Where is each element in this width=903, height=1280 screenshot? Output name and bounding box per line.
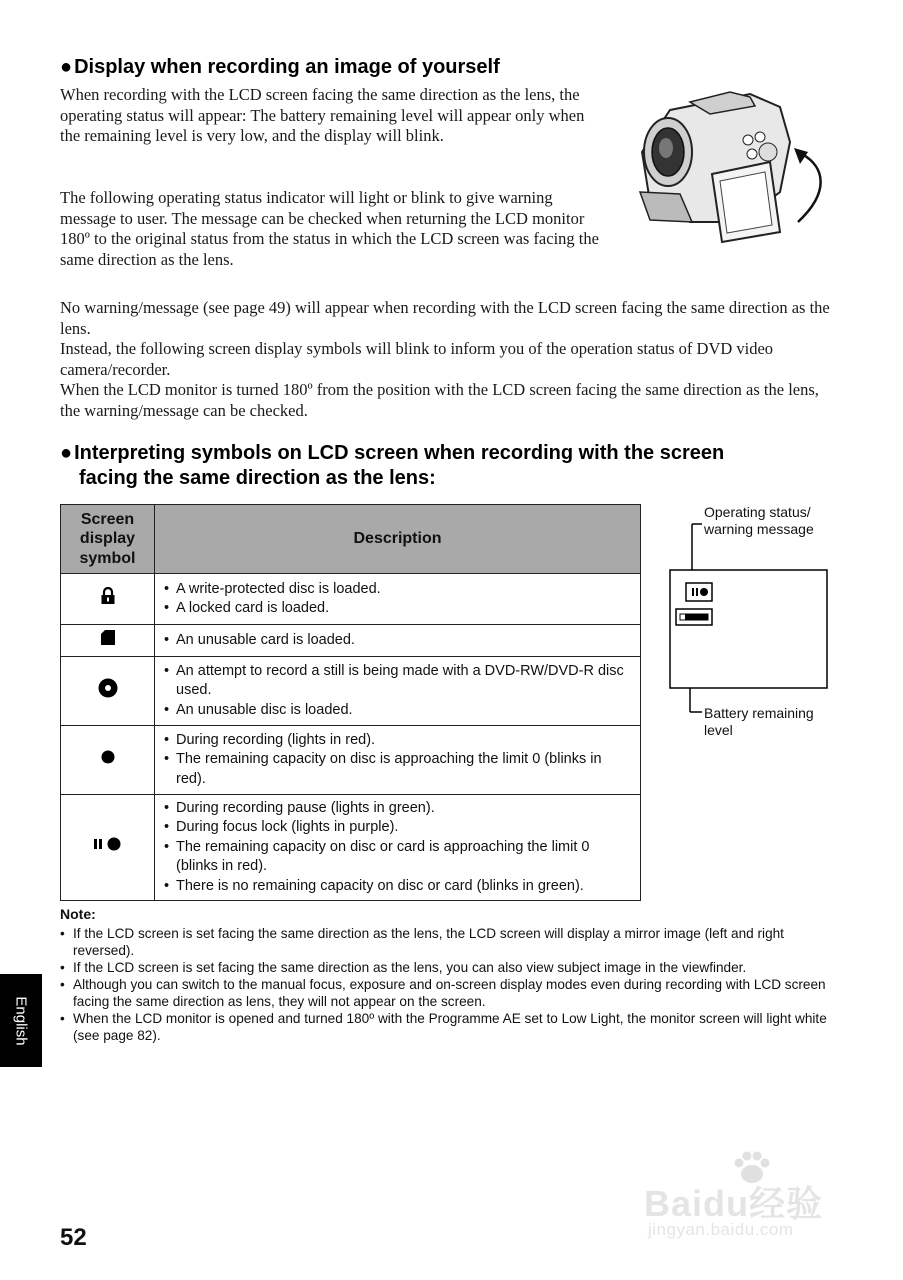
heading-bullet-icon: ●: [60, 56, 73, 78]
table-header-description: Description: [155, 505, 641, 574]
intro-paragraph-2: The following operating status indicator will light or blink to give warning message to user. The message can be checked when returning the LCD monitor 180º to the original status from the status in which the LCD screen was facing the same direction as the lens.: [60, 188, 599, 269]
lock-icon: [100, 587, 116, 605]
disc-icon: [98, 678, 118, 698]
note-title: Note:: [60, 906, 96, 922]
description-item: • The remaining capacity on disc or card is approaching the limit 0 (blinks in red).: [164, 838, 634, 877]
lcd-display-diagram: [668, 518, 830, 723]
table-row: [61, 625, 641, 657]
intro-paragraph-1: When recording with the LCD screen facing the same direction as the lens, the operating status will appear: The battery remaining level will appear only when the remaining level is very low, and the display will blink.: [60, 85, 585, 145]
symbol-cell: [61, 657, 155, 726]
description-cell: [155, 657, 641, 726]
diagram-label-operating-status: Operating status/ warning message: [704, 504, 814, 537]
table-row: [61, 574, 641, 625]
table-header-symbol: Screen display symbol: [61, 505, 155, 574]
table-row: [61, 726, 641, 795]
record-dot-icon: [101, 750, 115, 764]
watermark-brand: Baidu经验: [644, 1183, 824, 1224]
section-heading-self-recording: ● Display when recording an image of yourself: [60, 56, 500, 78]
description-cell: [155, 795, 641, 901]
language-label: English: [12, 995, 30, 1046]
camcorder-illustration: [630, 82, 835, 252]
table-row: [61, 657, 641, 726]
table-row: [61, 795, 641, 901]
watermark-url: jingyan.baidu.com: [648, 1220, 794, 1239]
diagram-label-battery: Battery remaining level: [704, 705, 814, 738]
symbol-cell: [61, 726, 155, 795]
section-heading-interpreting-symbols: ● Interpreting symbols on LCD screen when recording with the screen facing the same direction as the lens:: [60, 442, 725, 489]
heading-bullet-icon: ●: [60, 442, 73, 464]
info-paragraph: No warning/message (see page 49) will appear when recording with the LCD screen facing the same direction as the lens. Instead, the following screen display symbols will blink to inform you of the operation status of DVD video camera/recorder. When the LCD monitor is turned 180º from the position with the LCD screen facing the same direction as the lens, the warning/message can be checked.: [60, 298, 830, 420]
note-item: • If the LCD screen is set facing the same direction as the lens, the LCD screen will display a mirror image (left and right reversed).: [60, 925, 832, 959]
card-icon: [100, 629, 116, 646]
description-cell: [155, 625, 641, 657]
description-item: • During focus lock (lights in purple).: [164, 818, 634, 838]
description-cell: [155, 574, 641, 625]
note-item: • When the LCD monitor is opened and turned 180º with the Programme AE set to Low Light, the monitor screen will light white (see page 82).: [60, 1010, 832, 1044]
notes-list: [60, 925, 832, 1044]
pause-record-icon: [94, 837, 122, 851]
symbol-cell: [61, 625, 155, 657]
description-item: • An unusable disc is loaded.: [164, 701, 634, 721]
page-number: 52: [60, 1224, 87, 1251]
description-item: • An unusable card is loaded.: [164, 631, 634, 651]
description-item: • There is no remaining capacity on disc or card (blinks in green).: [164, 877, 634, 897]
note-item: • If the LCD screen is set facing the same direction as the lens, you can also view subject image in the viewfinder.: [60, 959, 832, 976]
note-item: • Although you can switch to the manual focus, exposure and on-screen display modes even during recording with LCD screen facing the same direction as lens, they will not appear on the screen.: [60, 976, 832, 1010]
description-item: • During recording (lights in red).: [164, 731, 634, 751]
description-item: • A write-protected disc is loaded.: [164, 580, 634, 600]
symbol-cell: [61, 795, 155, 901]
description-item: • The remaining capacity on disc is approaching the limit 0 (blinks in red).: [164, 750, 634, 789]
description-cell: [155, 726, 641, 795]
table-header-row: [61, 505, 641, 574]
description-item: • A locked card is loaded.: [164, 599, 634, 619]
symbols-table: [60, 504, 641, 901]
watermark: [640, 1150, 860, 1245]
language-side-tab: [0, 974, 42, 1067]
description-item: • An attempt to record a still is being made with a DVD-RW/DVD-R disc used.: [164, 662, 634, 701]
description-item: • During recording pause (lights in green).: [164, 799, 634, 819]
symbol-cell: [61, 574, 155, 625]
